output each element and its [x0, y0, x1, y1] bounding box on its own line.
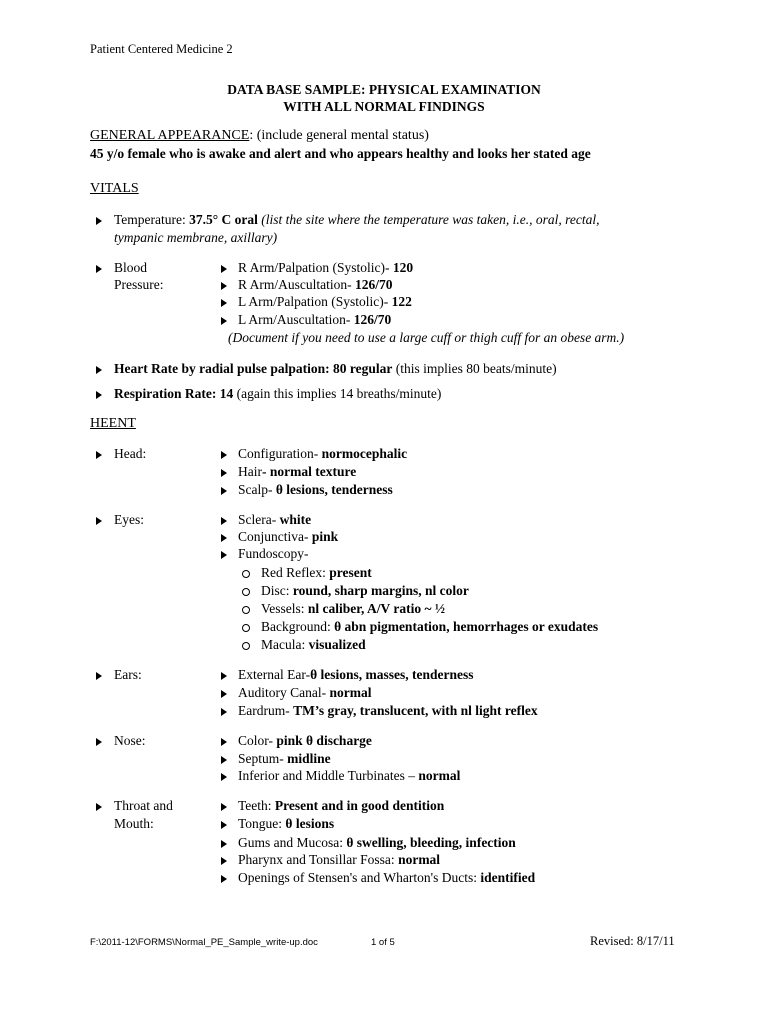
bullet-arrow-icon: [96, 672, 102, 680]
footer-file-path: F:\2011-12\FORMS\Normal_PE_Sample_write-up.doc: [90, 937, 318, 948]
bp-item: R Arm/Palpation (Systolic)- 120: [238, 260, 414, 275]
bullet-arrow-icon: [221, 551, 227, 559]
bp-label-2: Pressure:: [114, 277, 164, 292]
general-appearance-finding: 45 y/o female who is awake and alert and who appears healthy and looks her stated age: [90, 146, 591, 161]
bullet-arrow-icon: [221, 756, 227, 764]
bullet-arrow-icon: [221, 282, 227, 290]
bullet-arrow-icon: [221, 803, 227, 811]
throat-label-2: Mouth:: [114, 816, 154, 831]
heart-rate-line: Heart Rate by radial pulse palpation: 80 regular (this implies 80 beats/minute): [114, 361, 557, 376]
bullet-arrow-icon: [96, 803, 102, 811]
bullet-arrow-icon: [221, 469, 227, 477]
bullet-arrow-icon: [221, 690, 227, 698]
fundoscopy-item: Disc: round, sharp margins, nl color: [261, 583, 469, 598]
document-title-line2: WITH ALL NORMAL FINDINGS: [283, 99, 485, 114]
bullet-arrow-icon: [221, 487, 227, 495]
nose-item: Inferior and Middle Turbinates – normal: [238, 768, 461, 783]
eyes-item: Fundoscopy-: [238, 546, 309, 561]
throat-item: Pharynx and Tonsillar Fossa: normal: [238, 852, 441, 867]
fundoscopy-item: Background: θ abn pigmentation, hemorrhages or exudates: [261, 619, 599, 634]
bp-item: R Arm/Auscultation- 126/70: [238, 277, 393, 292]
bullet-arrow-icon: [96, 366, 102, 374]
throat-item: Tongue: θ lesions: [238, 816, 335, 831]
fundoscopy-item: Vessels: nl caliber, A/V ratio ~ ½: [261, 601, 446, 616]
bullet-arrow-icon: [96, 451, 102, 459]
general-appearance-note: : (include general mental status): [249, 128, 429, 143]
bullet-arrow-icon: [221, 773, 227, 781]
footer-revised-date: Revised: 8/17/11: [590, 934, 675, 948]
bullet-arrow-icon: [221, 451, 227, 459]
head-item: Configuration- normocephalic: [238, 446, 408, 461]
throat-item: Openings of Stensen's and Wharton's Ducts: identified: [238, 870, 536, 885]
sub-bullet-circle-icon: [242, 624, 250, 632]
bp-note: (Document if you need to use a large cuff or thigh cuff for an obese arm.): [228, 330, 625, 345]
nose-item: Color- pink θ discharge: [238, 733, 372, 748]
bullet-arrow-icon: [221, 857, 227, 865]
sub-bullet-circle-icon: [242, 606, 250, 614]
bullet-arrow-icon: [221, 672, 227, 680]
bp-item: L Arm/Auscultation- 126/70: [238, 312, 392, 327]
bullet-arrow-icon: [96, 265, 102, 273]
throat-label-1: Throat and: [114, 798, 173, 813]
bullet-arrow-icon: [221, 840, 227, 848]
bullet-arrow-icon: [221, 534, 227, 542]
bp-label-1: Blood: [114, 260, 148, 275]
bullet-arrow-icon: [96, 391, 102, 399]
general-appearance-section: [90, 128, 429, 144]
head-label: Head:: [114, 446, 147, 461]
bullet-arrow-icon: [96, 738, 102, 746]
bullet-arrow-icon: [96, 217, 102, 225]
eyes-label: Eyes:: [114, 512, 144, 527]
bullet-arrow-icon: [221, 265, 227, 273]
ears-item: Auditory Canal- normal: [238, 685, 372, 700]
bullet-arrow-icon: [221, 708, 227, 716]
fundoscopy-item: Red Reflex: present: [261, 565, 372, 580]
head-item: Hair- normal texture: [238, 464, 357, 479]
bullet-arrow-icon: [221, 738, 227, 746]
heent-heading: HEENT: [90, 416, 136, 431]
general-appearance-heading: GENERAL APPEARANCE: [90, 128, 250, 143]
eyes-item: Conjunctiva- pink: [238, 529, 339, 544]
footer-page-number: 1 of 5: [371, 937, 395, 948]
nose-label: Nose:: [114, 733, 146, 748]
nose-item: Septum- midline: [238, 751, 331, 766]
eyes-item: Sclera- white: [238, 512, 312, 527]
sub-bullet-circle-icon: [242, 642, 250, 650]
throat-item: Teeth: Present and in good dentition: [238, 798, 445, 813]
temperature-note-cont: tympanic membrane, axillary): [114, 230, 278, 245]
fundoscopy-item: Macula: visualized: [261, 637, 366, 652]
sub-bullet-circle-icon: [242, 588, 250, 596]
bullet-arrow-icon: [221, 317, 227, 325]
document-header: Patient Centered Medicine 2: [90, 42, 233, 56]
sub-bullet-circle-icon: [242, 570, 250, 578]
ears-item: Eardrum- TM’s gray, translucent, with nl light reflex: [238, 703, 538, 718]
respiration-rate-line: Respiration Rate: 14 (again this implies 14 breaths/minute): [114, 386, 442, 401]
bullet-arrow-icon: [221, 821, 227, 829]
document-title-line1: DATA BASE SAMPLE: PHYSICAL EXAMINATION: [227, 82, 541, 97]
bullet-arrow-icon: [221, 517, 227, 525]
throat-item: Gums and Mucosa: θ swelling, bleeding, infection: [238, 835, 516, 850]
head-item: Scalp- θ lesions, tenderness: [238, 482, 393, 497]
bullet-arrow-icon: [221, 875, 227, 883]
bullet-arrow-icon: [221, 299, 227, 307]
bullet-arrow-icon: [96, 517, 102, 525]
ears-item: External Ear-θ lesions, masses, tenderness: [238, 667, 474, 682]
temperature-line: Temperature: 37.5° C oral (list the site where the temperature was taken, i.e., oral, rectal,: [114, 212, 600, 227]
bp-item: L Arm/Palpation (Systolic)- 122: [238, 294, 412, 309]
vitals-heading: VITALS: [90, 181, 139, 196]
ears-label: Ears:: [114, 667, 142, 682]
